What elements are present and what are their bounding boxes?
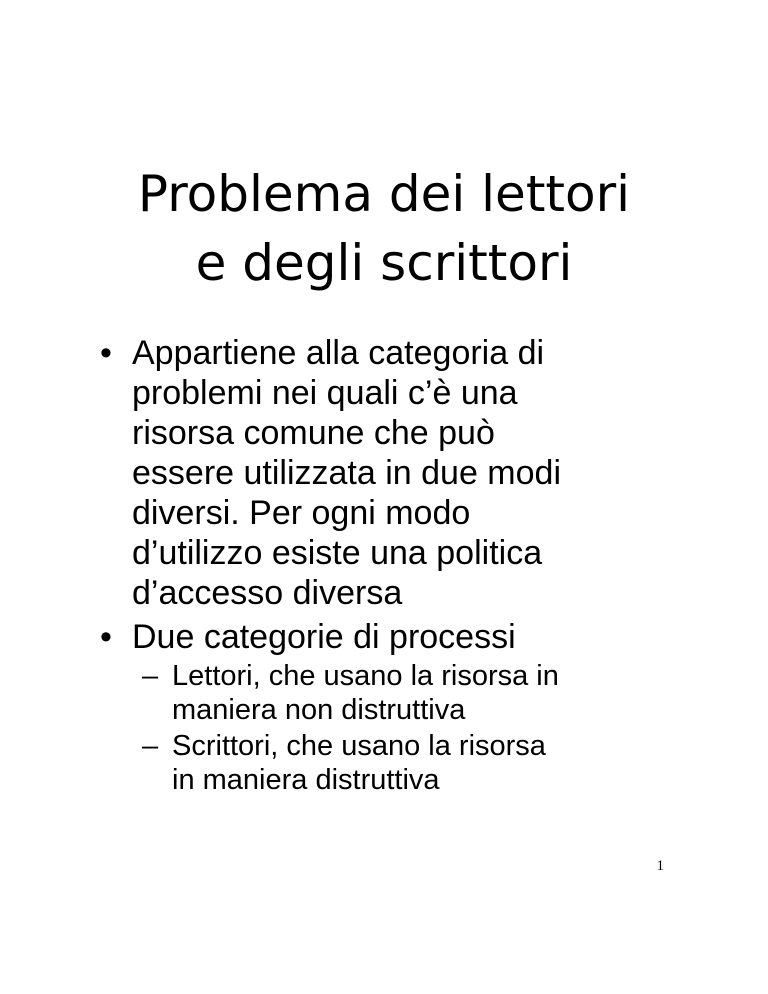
bullet-marker: • xyxy=(100,334,112,372)
sub-bullet-text xyxy=(172,659,768,727)
bullet-line: essere utilizzata in due modi xyxy=(132,454,562,492)
bullet-line: risorsa comune che può xyxy=(132,414,495,452)
bullet-line: diversi. Per ogni modo xyxy=(132,494,471,532)
title-line: e degli scrittori xyxy=(195,234,573,292)
bullet-text xyxy=(132,617,768,657)
page-number: 1 xyxy=(656,858,664,874)
bullet-item xyxy=(0,333,768,613)
sub-bullet-line: Lettori, che usano la risorsa in xyxy=(172,660,559,692)
sub-bullet-text xyxy=(172,729,768,797)
bullet-line: problemi nei quali c’è una xyxy=(132,374,518,412)
slide-title xyxy=(0,160,768,298)
sub-bullet-list xyxy=(132,659,768,797)
sub-bullet-marker: – xyxy=(142,730,159,762)
sub-bullet-item xyxy=(0,659,768,727)
sub-bullet-line: Scrittori, che usano la risorsa xyxy=(172,730,546,762)
bullet-line: Appartiene alla categoria di xyxy=(132,334,545,372)
bullet-item xyxy=(0,617,768,797)
bullet-marker: • xyxy=(100,618,112,656)
bullet-line: d’accesso diversa xyxy=(132,574,403,612)
bullet-line: d’utilizzo esiste una politica xyxy=(132,534,543,572)
bullet-text xyxy=(132,333,768,613)
bullet-line: Due categorie di processi xyxy=(132,618,516,656)
bullet-list xyxy=(0,333,768,797)
sub-bullet-marker: – xyxy=(142,660,159,692)
sub-bullet-line: in maniera distruttiva xyxy=(172,764,440,796)
title-line: Problema dei lettori xyxy=(137,165,631,223)
sub-bullet-item xyxy=(0,729,768,797)
sub-bullet-line: maniera non distruttiva xyxy=(172,694,466,726)
